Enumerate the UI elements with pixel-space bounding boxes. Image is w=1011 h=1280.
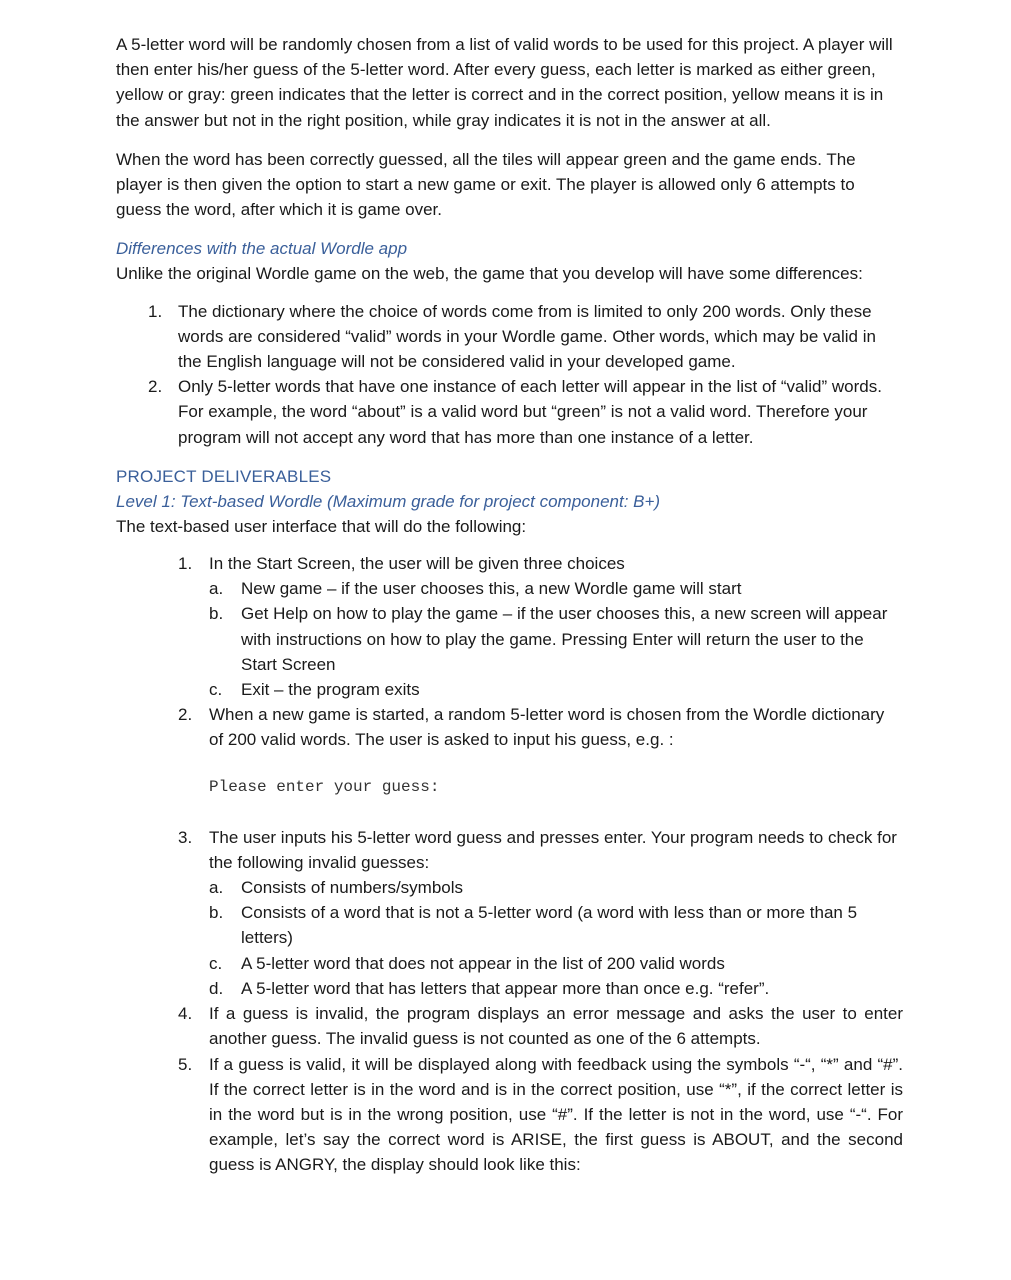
list-number: 3. <box>178 827 193 847</box>
sub-list-letter: a. <box>209 579 224 599</box>
sub-list <box>209 576 903 702</box>
list-item-text: If a guess is valid, it will be displayed along with feedback using the symbols “-“, “*” and “#”. If the correct letter is in the word and is in the correct position, use “*”, if the correct letter is in the word but is in the wrong position, use “#”. If the letter is not in the word, use “-“. For example, let’s say the correct word is ARISE, the first guess is ABOUT, and the second guess is ANGRY, the display should look like this: <box>209 1054 903 1175</box>
list-item <box>116 702 903 798</box>
list-item <box>116 825 903 1001</box>
level-heading: Level 1: Text-based Wordle (Maximum grade for project component: B+) <box>116 491 661 511</box>
sub-list <box>209 875 903 1001</box>
list-number: 1. <box>148 301 163 321</box>
list-item <box>116 1001 903 1051</box>
list-number: 1. <box>178 554 193 574</box>
sub-list-letter: b. <box>209 903 224 923</box>
list-item-text: The user inputs his 5-letter word guess and presses enter. Your program needs to check for the following invalid guesses: <box>209 827 897 872</box>
list-item-text: If a guess is invalid, the program displays an error message and asks the user to enter another guess. The invalid guess is not counted as one of the 6 attempts. <box>209 1004 903 1049</box>
sub-list-text: New game – if the user chooses this, a new Wordle game will start <box>241 579 742 599</box>
list-item <box>116 374 903 450</box>
deliverables-list <box>116 551 903 1177</box>
sub-list-text: Consists of a word that is not a 5-letter word (a word with less than or more than 5 letters) <box>241 903 858 948</box>
sub-list-letter: c. <box>209 680 223 700</box>
sub-list-item <box>209 951 903 976</box>
sub-list-item <box>209 576 903 601</box>
intro-paragraph-2: When the word has been correctly guessed, all the tiles will appear green and the game ends. The player is then given the option to start a new game or exit. The player is allowed only 6 attempts to guess the word, after which it is game over. <box>116 149 856 220</box>
differences-heading: Differences with the actual Wordle app <box>116 239 408 259</box>
sub-list-text: A 5-letter word that does not appear in the list of 200 valid words <box>241 953 725 973</box>
list-item <box>116 1052 903 1178</box>
list-item-text: The dictionary where the choice of words come from is limited to only 200 words. Only these words are considered “valid” words in your Wordle game. Other words, which may be valid in the English language will not be considered valid in your developed game. <box>178 301 876 372</box>
sub-list-text: Get Help on how to play the game – if the user chooses this, a new screen will appear with instructions on how to play the game. Pressing Enter will return the user to the Start Screen <box>241 604 888 674</box>
sub-list-letter: a. <box>209 878 224 898</box>
sub-list-letter: d. <box>209 978 224 998</box>
list-item <box>116 551 903 702</box>
differences-intro: Unlike the original Wordle game on the web, the game that you develop will have some differences: <box>116 264 863 284</box>
list-item-text: When a new game is started, a random 5-letter word is chosen from the Wordle dictionary of 200 valid words. The user is asked to input his guess, e.g. : <box>209 705 885 750</box>
intro-paragraph-1: A 5-letter word will be randomly chosen from a list of valid words to be used for this project. A player will then enter his/her guess of the 5-letter word. After every guess, each letter is marked as either green, yellow or gray: green indicates that the letter is correct and in the correct position, yellow means it is in the answer but not in the right position, while gray indicates it is not in the answer at all. <box>116 35 893 130</box>
list-item <box>116 299 903 375</box>
sub-list-item <box>209 875 903 900</box>
list-item-text: Only 5-letter words that have one instance of each letter will appear in the list of “valid” words. For example, the word “about” is a valid word but “green” is not a valid word. Therefore your program will not accept any word that has more than one instance of a letter. <box>178 377 882 447</box>
sub-list-item <box>209 976 903 1001</box>
list-number: 5. <box>178 1054 193 1074</box>
guess-prompt-code: Please enter your guess: <box>209 777 440 796</box>
sub-list-item <box>209 677 903 702</box>
sub-list-item <box>209 601 903 677</box>
list-item-text: In the Start Screen, the user will be given three choices <box>209 554 625 574</box>
sub-list-item <box>209 900 903 950</box>
list-number: 4. <box>178 1004 193 1024</box>
sub-list-letter: b. <box>209 604 224 624</box>
differences-list <box>116 299 903 450</box>
sub-list-text: Consists of numbers/symbols <box>241 878 464 898</box>
deliverables-intro: The text-based user interface that will do the following: <box>116 516 527 536</box>
list-number: 2. <box>148 377 163 397</box>
sub-list-text: A 5-letter word that has letters that appear more than once e.g. “refer”. <box>241 978 770 998</box>
sub-list-text: Exit – the program exits <box>241 680 420 700</box>
list-number: 2. <box>178 705 193 725</box>
sub-list-letter: c. <box>209 953 223 973</box>
deliverables-heading: PROJECT DELIVERABLES <box>116 466 332 486</box>
